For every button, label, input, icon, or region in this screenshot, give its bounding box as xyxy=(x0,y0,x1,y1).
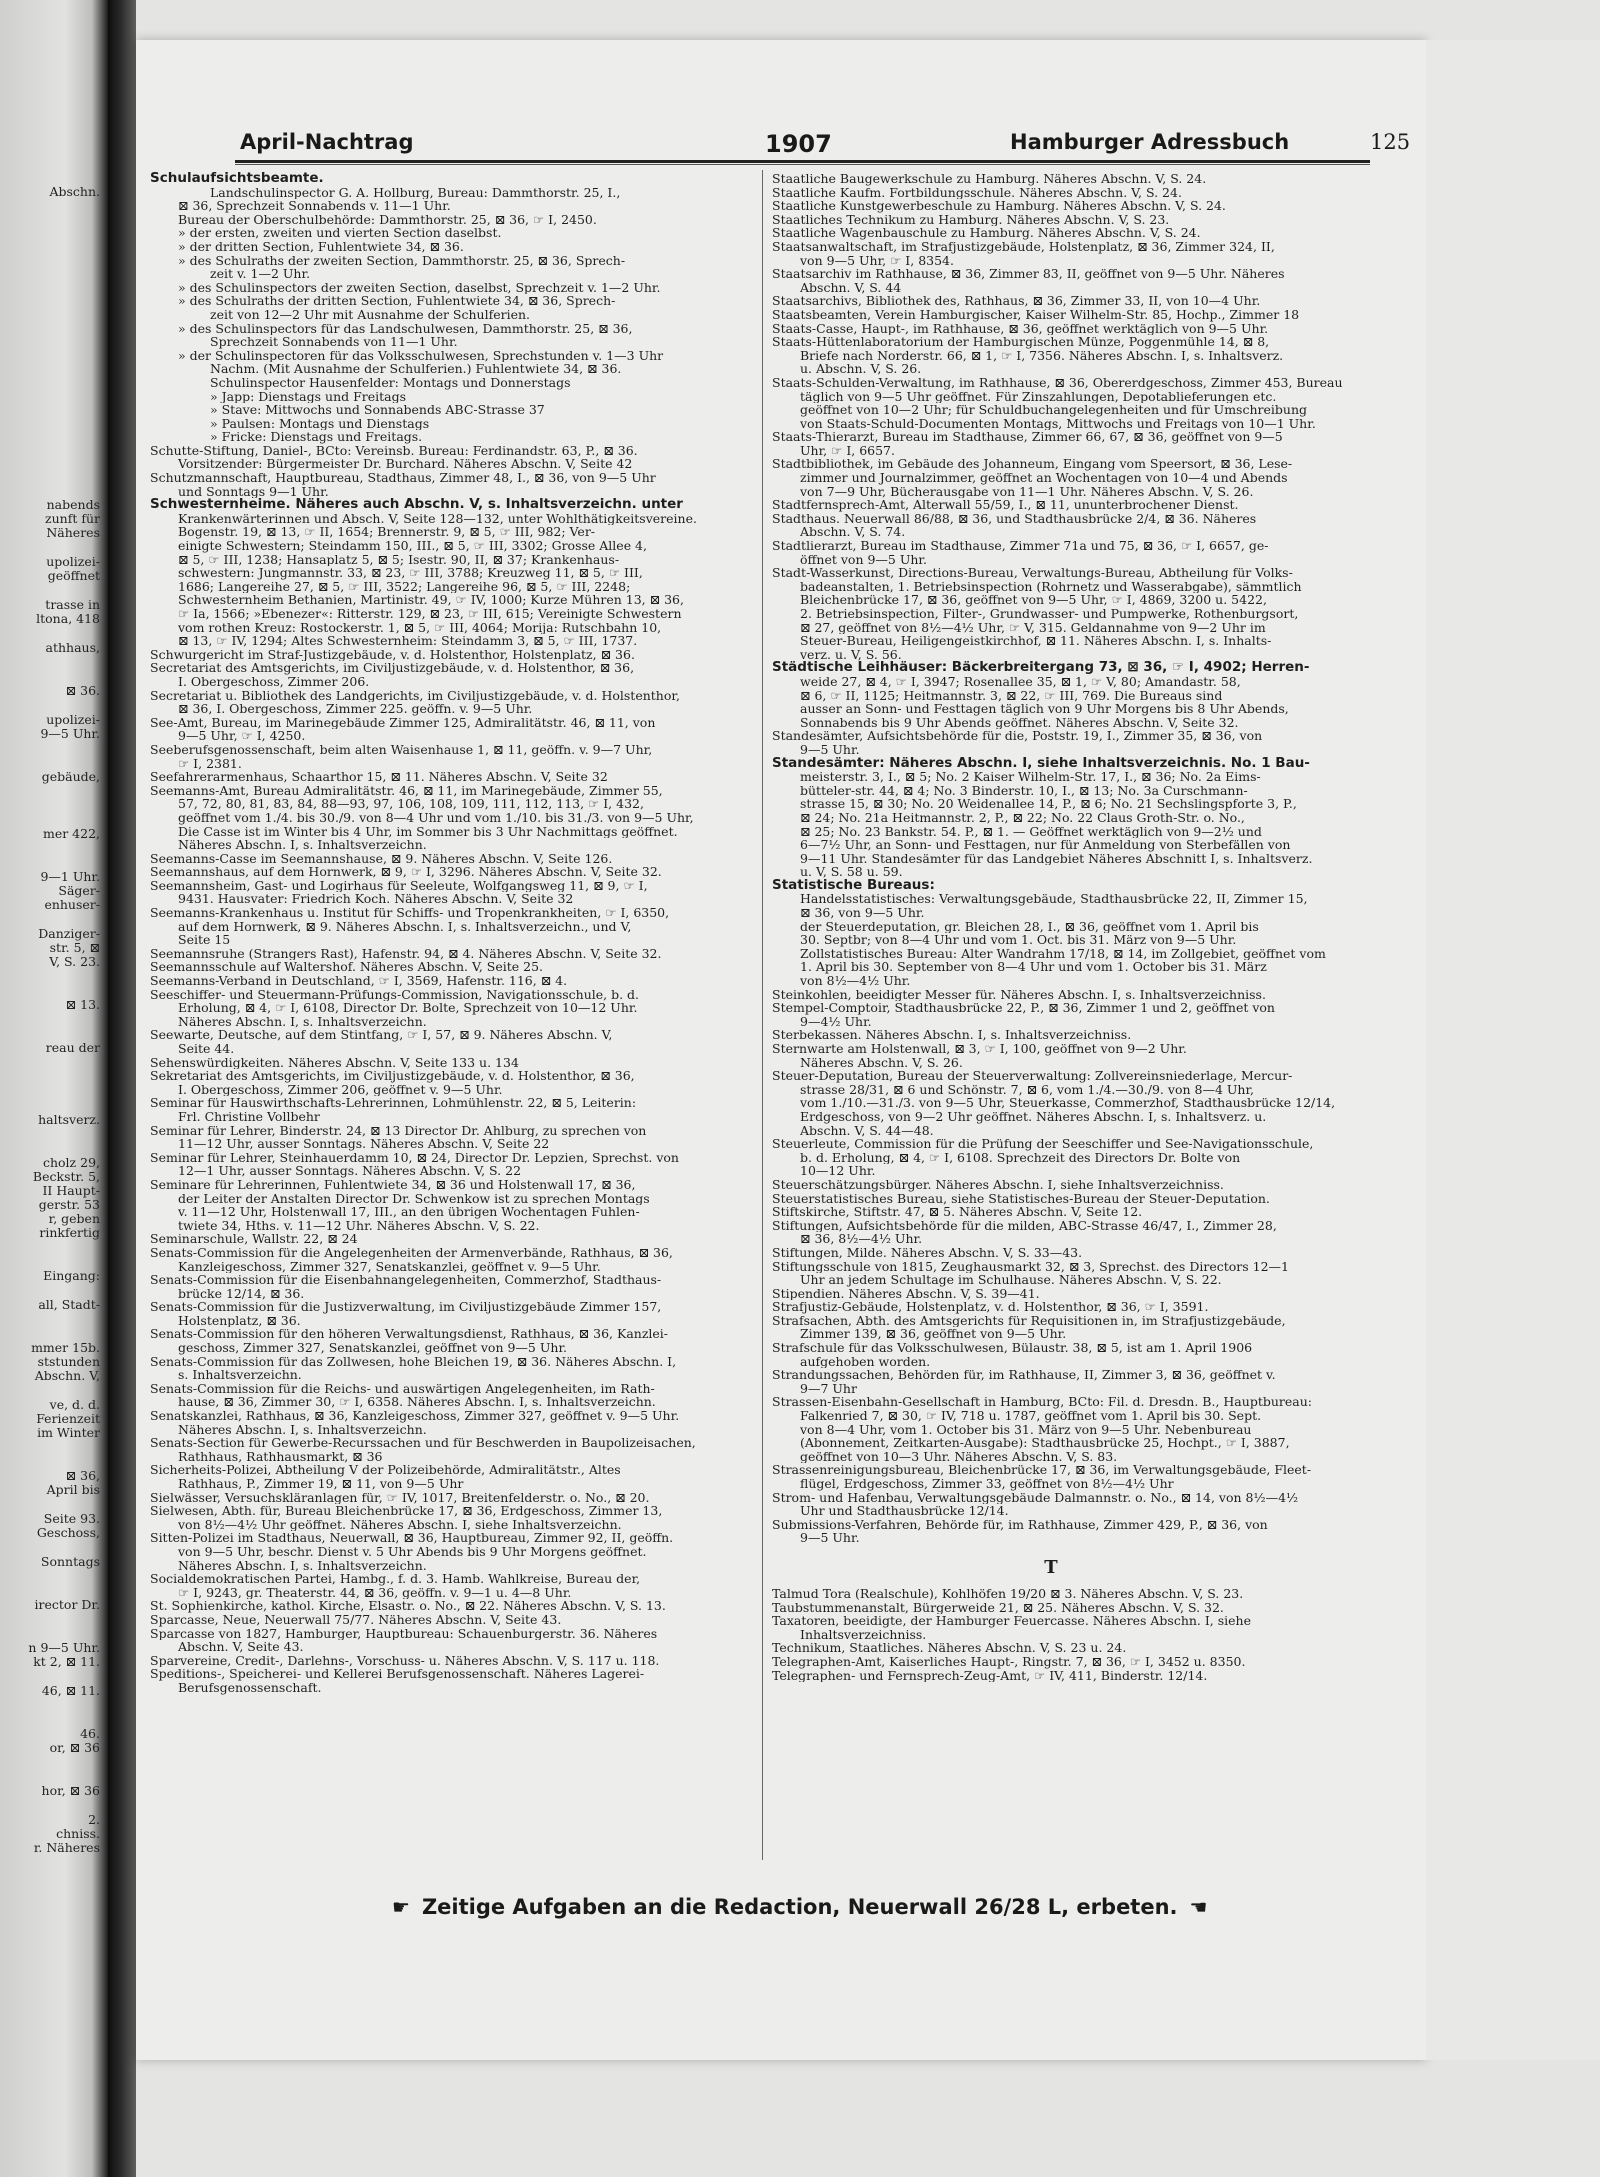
directory-entry-line: s. Inhaltsverzeichn. xyxy=(178,1368,302,1382)
directory-entry-line: Stipendien. Näheres Abschn. V, S. 39—41. xyxy=(772,1286,1040,1301)
directory-entry-line: Näheres Abschn. I, s. Inhaltsverzeichn. xyxy=(178,1014,427,1029)
previous-page-text-fragment: Eingang: xyxy=(43,1269,100,1283)
directory-entry-line: Näheres Abschn. I, s. Inhaltsverzeichn. xyxy=(178,838,427,852)
directory-entry-line: meisterstr. 3, I., ⊠ 5; No. 2 Kaiser Wilhelm-Str. 17, I., ⊠ 36; No. 2a Eims- xyxy=(800,770,1261,784)
directory-entry-line: Staatliche Kaufm. Fortbildungsschule. Näheres Abschn. V, S. 24. xyxy=(772,185,1182,200)
directory-entry-line: Handelsstatistisches: Verwaltungsgebäude, Stadthausbrücke 22, II, Zimmer 15, xyxy=(800,892,1308,907)
directory-entry-line: von 8½—4½ Uhr geöffnet. Näheres Abschn. I, siehe Inhaltsverzeichn. xyxy=(178,1517,622,1532)
directory-entry-line: von 8½—4½ Uhr. xyxy=(800,974,911,988)
previous-page-text-fragment: rinkfertig xyxy=(39,1226,100,1240)
directory-entry-line: der Steuerdeputation, gr. Bleichen 28, I., ⊠ 36, geöffnet vom 1. April bis xyxy=(800,919,1259,934)
directory-entry-line: Abschn. V, Seite 43. xyxy=(178,1640,304,1654)
directory-entry-line: ⊠ 24; No. 21a Heitmannstr. 2, P., ⊠ 22; No. 22 Claus Groth-Str. o. No., xyxy=(800,810,1245,825)
directory-entry-line: Strafsachen, Abth. des Amtsgerichts für Requisitionen in, im Strafjustizgebäude, xyxy=(772,1313,1286,1328)
directory-entry-line: Socialdemokratischen Partei, Hambg., f. d. 3. Hamb. Wahlkreise, Bureau der, xyxy=(150,1572,641,1586)
directory-entry-line: Seminar für Hauswirthschafts-Lehrerinnen, Lohmühlenstr. 22, ⊠ 5, Leiterin: xyxy=(150,1096,637,1110)
directory-entry-line: Abschn. V, S. 44—48. xyxy=(800,1123,934,1138)
directory-entry-line: Senats-Commission für die Justizverwaltung, im Civiljustizgebäude Zimmer 157, xyxy=(150,1300,662,1314)
directory-entry-line: 9—5 Uhr. xyxy=(800,742,860,757)
directory-entry-line: Seemannsruhe (Strangers Rast), Hafenstr. 94, ⊠ 4. Näheres Abschn. V, Seite 32. xyxy=(150,946,662,961)
directory-entry-line: Staatliche Wagenbauschule zu Hamburg. Näheres Abschn. V, S. 24. xyxy=(772,226,1201,240)
previous-page-text-fragment: im Winter xyxy=(37,1426,100,1440)
directory-entry-line: Briefe nach Norderstr. 66, ⊠ 1, ☞ I, 7356. Näheres Abschn. I, s. Inhaltsverz. xyxy=(800,348,1284,363)
previous-page-text-fragment: Abschn. xyxy=(49,185,100,199)
previous-page-text-fragment: ltona, 418 xyxy=(36,612,100,626)
directory-entry-line: 9—4½ Uhr. xyxy=(800,1014,872,1029)
directory-entry-line: Staats-Hüttenlaboratorium der Hamburgischen Münze, Poggenmühle 14, ⊠ 8, xyxy=(772,335,1270,349)
directory-entry-line: Seminarschule, Wallstr. 22, ⊠ 24 xyxy=(150,1232,358,1246)
directory-entry-line: ⊠ 25; No. 23 Bankstr. 54. P., ⊠ 1. — Geöffnet werktäglich von 9—2½ und xyxy=(800,824,1262,839)
directory-entry-line: 30. Septbr; von 8—4 Uhr und vom 1. Oct. bis 31. März von 9—5 Uhr. xyxy=(800,933,1237,947)
directory-entry-line: » des Schulinspectors der zweiten Section, daselbst, Sprechzeit v. 1—2 Uhr. xyxy=(178,280,661,295)
directory-entry-line: geöffnet von 10—2 Uhr; für Schuldbuchangelegenheiten und für Umschreibung xyxy=(800,403,1308,417)
previous-page-text-fragment: Danziger- xyxy=(38,927,100,941)
directory-entry-line: verz. u. V, S. 56. xyxy=(800,647,902,662)
previous-page-text-fragment: or, ⊠ 36 xyxy=(49,1741,100,1755)
directory-entry-line: Steuer-Bureau, Heiligengeistkirchhof, ⊠ 11. Näheres Abschn. I, s. Inhalts- xyxy=(800,634,1272,648)
directory-entry-line: Staats-Thierarzt, Bureau im Stadthause, Zimmer 66, 67, ⊠ 36, geöffnet von 9—5 xyxy=(772,430,1283,444)
directory-entry-line: » Fricke: Dienstags und Freitags. xyxy=(210,430,423,444)
directory-entry-line: » der Schulinspectoren für das Volksschulwesen, Sprechstunden v. 1—3 Uhr xyxy=(178,348,664,363)
directory-entry-line: Seefahrerarmenhaus, Schaarthor 15, ⊠ 11. Näheres Abschn. V, Seite 32 xyxy=(150,770,608,784)
directory-entry-line: geöffnet vom 1./4. bis 30./9. von 8—4 Uhr und vom 1./10. bis 31./3. von 9—5 Uhr, xyxy=(178,810,694,825)
previous-page-text-fragment: athhaus, xyxy=(45,641,100,655)
directory-entry-line: Seemannshaus, auf dem Hornwerk, ⊠ 9, ☞ I, 3296. Näheres Abschn. V, Seite 32. xyxy=(150,865,662,879)
footer-notice xyxy=(380,1895,1280,1919)
directory-entry-line: Näheres Abschn. I, s. Inhaltsverzeichn. xyxy=(178,1422,427,1437)
directory-entry-line: Stadthaus. Neuerwall 86/88, ⊠ 36, und Stadthausbrücke 2/4, ⊠ 36. Näheres xyxy=(772,511,1257,526)
previous-page-text-fragment: ve, d. d. xyxy=(49,1398,100,1412)
previous-page-text-fragment: mer 422, xyxy=(42,827,100,841)
directory-entry-line: Bureau der Oberschulbehörde: Dammthorstr. 25, ⊠ 36, ☞ I, 2450. xyxy=(178,212,597,227)
previous-page-text-fragment: zunft für xyxy=(45,512,100,526)
directory-entry-line: 9431. Hausvater: Friedrich Koch. Näheres Abschn. V, Seite 32 xyxy=(178,892,574,907)
previous-page-text-fragment: April bis xyxy=(46,1483,100,1497)
directory-entry-line: Seemanns-Krankenhaus u. Institut für Schiffs- und Tropenkrankheiten, ☞ I, 6350, xyxy=(150,906,670,920)
directory-entry-line: ☞ I, 2381. xyxy=(178,756,242,771)
directory-entry-line: Falkenried 7, ⊠ 30, ☞ IV, 718 u. 1787, geöffnet vom 1. April bis 30. Sept. xyxy=(800,1409,1262,1423)
directory-entry-line: Taubstummenanstalt, Bürgerweide 21, ⊠ 25. Näheres Abschn. V, S. 32. xyxy=(772,1600,1224,1615)
directory-entry-line: täglich von 9—5 Uhr geöffnet. Für Zinszahlungen, Depotablieferungen etc. xyxy=(800,389,1277,404)
directory-entry-line: Schutzmannschaft, Hauptbureau, Stadthaus, Zimmer 48, I., ⊠ 36, von 9—5 Uhr xyxy=(150,471,656,485)
previous-page-text-fragment: cholz 29, xyxy=(42,1156,100,1170)
directory-entry-line: ☞ I, 9243, gr. Theaterstr. 44, ⊠ 36, geöffn. v. 9—1 u. 4—8 Uhr. xyxy=(178,1585,572,1600)
directory-entry-line: Seminar für Lehrer, Binderstr. 24, ⊠ 13 Director Dr. Ahlburg, zu sprechen von xyxy=(150,1123,647,1138)
previous-page-text-fragment: Abschn. V, xyxy=(34,1369,100,1383)
directory-entry-line: Seemanns-Casse im Seemannshause, ⊠ 9. Näheres Abschn. V, Seite 126. xyxy=(150,851,613,866)
previous-page-text-fragment: geöffnet xyxy=(47,569,100,583)
directory-entry-line: Seeberufsgenossenschaft, beim alten Waisenhause 1, ⊠ 11, geöffn. v. 9—7 Uhr, xyxy=(150,742,653,757)
directory-entry-line: Schulinspector Hausenfelder: Montags und Donnerstags xyxy=(210,375,571,390)
directory-entry-line: und Sonntags 9—1 Uhr. xyxy=(178,484,329,499)
directory-entry-line: » Paulsen: Montags und Dienstags xyxy=(210,416,430,431)
directory-entry-line: Staats-Schulden-Verwaltung, im Rathhause, ⊠ 36, Obererdgeschoss, Zimmer 453, Bureau xyxy=(772,375,1343,390)
directory-entry-line: Staatsarchiv im Rathhause, ⊠ 36, Zimmer 83, II, geöffnet von 9—5 Uhr. Näheres xyxy=(772,267,1285,281)
directory-entry-line: 10—12 Uhr. xyxy=(800,1164,876,1178)
directory-entry-line: 2. Betriebsinspection, Filter-, Grundwasser- und Pumpwerke, Rothenburgsort, xyxy=(800,607,1299,621)
previous-page-text-fragment: 9—5 Uhr. xyxy=(40,727,100,741)
directory-entry-line: Uhr und Stadthausbrücke 12/14. xyxy=(800,1504,1009,1518)
directory-entry-line: 9—7 Uhr xyxy=(800,1381,857,1396)
directory-entry-line: Steinkohlen, beeidigter Messer für. Näheres Abschn. I, s. Inhaltsverzeichniss. xyxy=(772,987,1266,1002)
directory-entry-line: Zollstatistisches Bureau: Alter Wandrahm 17/18, ⊠ 14, im Zollgebiet, geöffnet vom xyxy=(800,946,1326,961)
directory-entry-line: Sehenswürdigkeiten. Näheres Abschn. V, Seite 133 u. 134 xyxy=(150,1055,519,1070)
previous-page-text-fragment: Näheres xyxy=(46,526,100,540)
directory-entry-line: Strafschule für das Volksschulwesen, Bülaustr. 38, ⊠ 5, ist am 1. April 1906 xyxy=(772,1341,1253,1355)
directory-entry-line: Rathhaus, P., Zimmer 19, ⊠ 11, von 9—5 Uhr xyxy=(178,1477,464,1491)
directory-entry-line: u. Abschn. V, S. 26. xyxy=(800,362,922,376)
directory-entry-line: Sternwarte am Holstenwall, ⊠ 3, ☞ I, 100, geöffnet von 9—2 Uhr. xyxy=(772,1042,1187,1056)
directory-entry-line: Stiftungsschule von 1815, Zeughausmarkt 32, ⊠ 3, Sprechst. des Directors 12—1 xyxy=(772,1259,1289,1274)
directory-entry-line: auf dem Hornwerk, ⊠ 9. Näheres Abschn. I, s. Inhaltsverzeichn., und V, xyxy=(178,919,632,934)
right-margin xyxy=(1426,40,1600,2060)
directory-entry-line: Sparcasse von 1827, Hamburger, Hauptbureau: Schauenburgerstr. 36. Näheres xyxy=(150,1626,658,1641)
header-year: 1907 xyxy=(765,130,832,158)
directory-entry-line: b. d. Erholung, ⊠ 4, ☞ I, 6108. Sprechzeit des Directors Dr. Bolte von xyxy=(800,1150,1241,1165)
directory-entry-line: Sicherheits-Polizei, Abtheilung V der Polizeibehörde, Admiralitätstr., Altes xyxy=(150,1463,621,1477)
directory-entry-line: 1686; Langereihe 27, ⊠ 5, ☞ III, 3522; Langereihe 96, ⊠ 5, ☞ III, 2248; xyxy=(178,579,631,594)
previous-page-text-fragment: irector Dr. xyxy=(34,1598,100,1612)
directory-entry-line: 6—7½ Uhr, an Sonn- und Festtagen, nur für Anmeldung von Sterbefällen von xyxy=(800,838,1291,852)
directory-entry-line: Staats-Casse, Haupt-, im Rathhause, ⊠ 36, geöffnet werktäglich von 9—5 Uhr. xyxy=(772,321,1269,336)
header-rule xyxy=(235,160,1370,163)
directory-entry-line: Staatsbeamten, Verein Hamburgischer, Kaiser Wilhelm-Str. 85, Hochp., Zimmer 18 xyxy=(772,307,1300,322)
directory-entry-line: Seemannsheim, Gast- und Logirhaus für Seeleute, Wolfgangsweg 11, ⊠ 9, ☞ I, xyxy=(150,878,648,893)
directory-entry-line: öffnet von 9—5 Uhr. xyxy=(800,552,928,567)
directory-entry-line: Nachm. (Mit Ausnahme der Schulferien.) Fuhlentwiete 34, ⊠ 36. xyxy=(210,362,622,376)
directory-entry-line: hause, ⊠ 36, Zimmer 30, ☞ I, 6358. Näheres Abschn. I, s. Inhaltsverzeichn. xyxy=(178,1395,656,1410)
directory-entry-line: Sprechzeit Sonnabends von 11—1 Uhr. xyxy=(210,335,458,349)
directory-entry-line: von Staats-Schuld-Documenten Montags, Mittwochs und Freitags von 10—1 Uhr. xyxy=(800,416,1316,431)
previous-page-text-fragment: enhuser- xyxy=(44,898,100,912)
directory-entry-line: Sekretariat des Amtsgerichts, im Civiljustizgebäude, v. d. Holstenthor, ⊠ 36, xyxy=(150,1069,635,1083)
directory-entry-line: Abschn. V, S. 74. xyxy=(800,525,906,540)
directory-entry-line: Näheres Abschn. I, s. Inhaltsverzeichn. xyxy=(178,1558,427,1573)
directory-entry-line: Stadtfernsprech-Amt, Alterwall 55/59, I., ⊠ 11, ununterbrochener Dienst. xyxy=(772,498,1239,512)
book-gutter-shadow xyxy=(108,0,136,2177)
previous-page-text-fragment: Ferienzeit xyxy=(36,1412,100,1426)
directory-entry-line: St. Sophienkirche, kathol. Kirche, Elsastr. o. No., ⊠ 22. Näheres Abschn. V, S. 13. xyxy=(150,1599,666,1613)
previous-page-text-fragment: haltsverz. xyxy=(38,1113,100,1127)
directory-entry-line: Stadt-Wasserkunst, Directions-Bureau, Verwaltungs-Bureau, Abtheilung für Volks- xyxy=(772,566,1293,580)
directory-entry-line: von 8—4 Uhr, vom 1. October bis 31. März von 9—5 Uhr. Nebenbureau xyxy=(800,1422,1252,1437)
directory-entry-line: von 9—5 Uhr, beschr. Dienst v. 5 Uhr Abends bis 9 Uhr Morgens geöffnet. xyxy=(178,1544,647,1559)
directory-entry-line: geöffnet von 10—3 Uhr. Näheres Abschn. V, S. 83. xyxy=(800,1449,1118,1464)
directory-entry-line: ⊠ 5, ☞ III, 1238; Hansaplatz 5, ⊠ 5; Isestr. 90, II, ⊠ 37; Krankenhaus- xyxy=(178,552,620,567)
previous-page-text-fragment: gebäude, xyxy=(41,770,100,784)
directory-entry-line: Senats-Commission für die Reichs- und auswärtigen Angelegenheiten, im Rath- xyxy=(150,1381,655,1396)
directory-entry-line: u. V, S. 58 u. 59. xyxy=(800,865,903,879)
directory-entry-line: flügel, Erdgeschoss, Zimmer 33, geöffnet von 8½—4½ Uhr xyxy=(800,1477,1174,1491)
directory-entry-line: Sterbekassen. Näheres Abschn. I, s. Inhaltsverzeichniss. xyxy=(772,1028,1132,1042)
directory-entry-line: Sparvereine, Credit-, Darlehns-, Vorschuss- u. Näheres Abschn. V, S. 117 u. 118. xyxy=(150,1653,660,1668)
directory-entry-line: einigte Schwestern; Steindamm 150, III., ⊠ 5, ☞ III, 3302; Grosse Allee 4, xyxy=(178,539,647,553)
directory-entry-line: Näheres Abschn. V, S. 26. xyxy=(800,1055,963,1070)
directory-entry-line: See-Amt, Bureau, im Marinegebäude Zimmer 125, Admiralitätstr. 46, ⊠ 11, von xyxy=(150,715,656,730)
directory-entry-line: Staatliche Baugewerkschule zu Hamburg. Näheres Abschn. V, S. 24. xyxy=(772,172,1207,186)
directory-entry-line: Secretariat u. Bibliothek des Landgerichts, im Civiljustizgebäude, v. d. Holstenthor, xyxy=(150,688,680,703)
directory-entry-line: bütteler-str. 44, ⊠ 4; No. 3 Binderstr. 10, I., ⊠ 13; No. 3a Curschmann- xyxy=(800,783,1248,798)
directory-entry-line: » der ersten, zweiten und vierten Section daselbst. xyxy=(178,226,502,240)
directory-entry-line: Krankenwärterinnen und Absch. V, Seite 128—132, unter Wohlthätigkeitsvereine. xyxy=(178,511,697,526)
directory-entry-line: 57, 72, 80, 81, 83, 84, 88—93, 97, 106, 108, 109, 111, 112, 113, ☞ I, 432, xyxy=(178,797,644,811)
directory-entry-line: Zimmer 139, ⊠ 36, geöffnet von 9—5 Uhr. xyxy=(800,1327,1067,1342)
directory-entry-line: Uhr, ☞ I, 6657. xyxy=(800,443,895,458)
directory-entry-line: ⊠ 27, geöffnet von 8½—4½ Uhr, ☞ V, 315. Geldannahme von 9—2 Uhr im xyxy=(800,620,1266,635)
directory-entry-line: Schwesternheim Bethanien, Martinistr. 49, ☞ IV, 1000; Kurze Mühren 13, ⊠ 36, xyxy=(178,593,684,607)
directory-entry-line: zimmer und Journalzimmer, geöffnet an Wochentagen von 10—4 und Abends xyxy=(800,471,1288,485)
previous-page-text-fragment: ⊠ 13. xyxy=(65,998,100,1012)
previous-page-text-fragment: kt 2, ⊠ 11. xyxy=(33,1655,100,1669)
directory-entry-line: Sparcasse, Neue, Neuerwall 75/77. Näheres Abschn. V, Seite 43. xyxy=(150,1612,562,1627)
directory-entry-line: » des Schulraths der dritten Section, Fuhlentwiete 34, ⊠ 36, Sprech- xyxy=(178,294,616,308)
directory-entry-line: ⊠ 13, ☞ IV, 1294; Altes Schwesternheim: Steindamm 3, ⊠ 5, ☞ III, 1737. xyxy=(178,634,638,648)
directory-entry-line: I. Obergeschoss, Zimmer 206, geöffnet v. 9—5 Uhr. xyxy=(178,1082,503,1097)
directory-entry-line: Kanzleigeschoss, Zimmer 327, Senatskanzlei, geöffnet v. 9—5 Uhr. xyxy=(178,1259,601,1274)
directory-entry-line: Standesämter, Aufsichtsbehörde für die, Poststr. 19, I., Zimmer 35, ⊠ 36, von xyxy=(772,729,1263,743)
directory-entry-line: » Japp: Dienstags und Freitags xyxy=(210,389,407,404)
directory-entry-line: 9—5 Uhr, ☞ I, 4250. xyxy=(178,729,306,743)
directory-entry-line: Staatliches Technikum zu Hamburg. Näheres Abschn. V, S. 23. xyxy=(772,212,1170,227)
pointing-hand-right-icon: ☚ xyxy=(1189,1895,1208,1919)
directory-entry-line: Telegraphen- und Fernsprech-Zeug-Amt, ☞ IV, 411, Binderstr. 12/14. xyxy=(772,1668,1208,1683)
previous-page-text-fragment: 2. xyxy=(88,1813,100,1827)
directory-entry-line: 1. April bis 30. September von 8—4 Uhr und vom 1. October bis 31. März xyxy=(800,960,1267,975)
directory-entry-line: Schutte-Stiftung, Daniel-, BCto: Vereinsb. Bureau: Ferdinandstr. 63, P., ⊠ 36. xyxy=(150,443,638,458)
directory-entry-line: Stiftungen, Milde. Näheres Abschn. V, S. 33—43. xyxy=(772,1245,1083,1260)
header-rule-thin xyxy=(235,164,1370,165)
directory-entry-line: Uhr an jedem Schultage im Schulhause. Näheres Abschn. V, S. 22. xyxy=(800,1273,1222,1287)
directory-entry-line: Senats-Section für Gewerbe-Recurssachen und für Beschwerden in Baupolizeisachen, xyxy=(150,1436,696,1450)
previous-page-text-fragment: r. Näheres xyxy=(33,1841,100,1855)
previous-page-text-fragment: reau der xyxy=(45,1041,100,1055)
directory-entry-line: Sonnabends bis 9 Uhr Abends geöffnet. Näheres Abschn. V, Seite 32. xyxy=(800,715,1239,730)
directory-entry-line: Landschulinspector G. A. Hollburg, Bureau: Dammthorstr. 25, I., xyxy=(210,185,621,200)
previous-page-text-fragment: V, S. 23. xyxy=(49,955,100,969)
directory-entry-line: Seminar für Lehrer, Steinhauerdamm 10, ⊠ 24, Director Dr. Lepzien, Sprechst. von xyxy=(150,1150,679,1165)
directory-entry-line: Bogenstr. 19, ⊠ 13, ☞ II, 1654; Brennerstr. 9, ⊠ 5, ☞ III, 982; Ver- xyxy=(178,525,596,540)
previous-page-text-fragment: 46, ⊠ 11. xyxy=(41,1684,100,1698)
previous-page-text-fragment: all, Stadt- xyxy=(38,1298,100,1312)
previous-page-text-fragment: 46. xyxy=(80,1727,100,1741)
directory-entry-line: Sielwesen, Abth. für, Bureau Bleichenbrücke 17, ⊠ 36, Erdgeschoss, Zimmer 13, xyxy=(150,1504,663,1518)
directory-entry-line: Seemannsschule auf Waltershof. Näheres Abschn. V, Seite 25. xyxy=(150,960,544,975)
directory-entry-line: Stiftskirche, Stiftstr. 47, ⊠ 5. Näheres Abschn. V, Seite 12. xyxy=(772,1205,1143,1219)
previous-page-text-fragment: Beckstr. 5, xyxy=(32,1170,100,1184)
directory-entry-line: brücke 12/14, ⊠ 36. xyxy=(178,1286,305,1301)
previous-page-text-fragment: r, geben xyxy=(48,1212,100,1226)
previous-page-text-fragment: 9—1 Uhr. xyxy=(40,870,100,884)
directory-entry-line: Technikum, Staatliches. Näheres Abschn. V, S. 23 u. 24. xyxy=(772,1641,1127,1655)
page-number: 125 xyxy=(1370,130,1411,154)
directory-entry-line: Strandungssachen, Behörden für, im Rathhause, II, Zimmer 3, ⊠ 36, geöffnet v. xyxy=(772,1368,1276,1382)
directory-entry-line: Seewarte, Deutsche, auf dem Stintfang, ☞ I, 57, ⊠ 9. Näheres Abschn. V, xyxy=(150,1028,613,1042)
directory-entry-line: Stadtlierarzt, Bureau im Stadthause, Zimmer 71a und 75, ⊠ 36, ☞ I, 6657, ge- xyxy=(772,539,1269,553)
previous-page-text-fragment: hor, ⊠ 36 xyxy=(41,1784,100,1798)
section-heading-entry: Standesämter: Näheres Abschn. I, siehe Inhaltsverzeichnis. No. 1 Bau- xyxy=(772,756,1310,771)
directory-entry-line: schwestern: Jungmannstr. 33, ⊠ 23, ☞ III, 3788; Kreuzweg 11, ⊠ 5, ☞ III, xyxy=(178,566,643,580)
directory-entry-line: Die Casse ist im Winter bis 4 Uhr, im Sommer bis 3 Uhr Nachmittags geöffnet. xyxy=(178,824,678,839)
directory-entry-line: von 9—5 Uhr, ☞ I, 8354. xyxy=(800,253,954,268)
previous-page-text-fragment: upolizei- xyxy=(46,713,100,727)
header-section-title: April-Nachtrag xyxy=(240,130,414,154)
previous-page-text-fragment: upolizei- xyxy=(46,555,100,569)
directory-entry-line: Sitten-Polizei im Stadthaus, Neuerwall, ⊠ 36, Hauptbureau, Zimmer 92, II, geöffn. xyxy=(150,1531,674,1545)
directory-entry-line: » des Schulraths der zweiten Section, Dammthorstr. 25, ⊠ 36, Sprech- xyxy=(178,253,626,268)
previous-page-text-fragment: ststunden xyxy=(37,1355,100,1369)
directory-entry-line: Staatsanwaltschaft, im Strafjustizgebäude, Holstenplatz, ⊠ 36, Zimmer 324, II, xyxy=(772,239,1275,254)
footer-text: Zeitige Aufgaben an die Redaction, Neuerwall 26/28 L, erbeten. xyxy=(421,1895,1178,1919)
section-heading-entry: Schwesternheime. Näheres auch Abschn. V, s. Inhaltsverzeichn. unter xyxy=(150,498,683,512)
directory-entry-line: Senats-Commission für die Angelegenheiten der Armenverbände, Rathhaus, ⊠ 36, xyxy=(150,1245,673,1260)
right-column xyxy=(772,172,1370,1682)
directory-entry-line: Talmud Tora (Realschule), Kohlhöfen 19/20 ⊠ 3. Näheres Abschn. V, S. 23. xyxy=(772,1586,1244,1601)
directory-entry-line: Abschn. V, S. 44 xyxy=(800,280,902,295)
directory-entry-line: Steuerleute, Commission für die Prüfung der Seeschiffer und See-Navigationsschule, xyxy=(772,1137,1314,1151)
directory-entry-line: weide 27, ⊠ 4, ☞ I, 3947; Rosenallee 35, ⊠ 1, ☞ V, 80; Amandastr. 58, xyxy=(800,674,1241,689)
directory-entry-line: Seite 15 xyxy=(178,933,231,947)
directory-entry-line: Holstenplatz, ⊠ 36. xyxy=(178,1313,301,1328)
directory-entry-line: 9—5 Uhr. xyxy=(800,1531,860,1545)
directory-entry-line: 11—12 Uhr, ausser Sonntags. Näheres Abschn. V, Seite 22 xyxy=(178,1137,550,1151)
directory-entry-line: Stadtbibliothek, im Gebäude des Johanneum, Eingang vom Speersort, ⊠ 36, Lese- xyxy=(772,457,1293,472)
section-heading-entry: Statistische Bureaus: xyxy=(772,878,935,893)
directory-entry-line: Seminare für Lehrerinnen, Fuhlentwiete 34, ⊠ 36 und Holstenwall 17, ⊠ 36, xyxy=(150,1177,636,1192)
previous-page-text-fragment: mmer 15b. xyxy=(31,1341,100,1355)
directory-entry-line: » des Schulinspectors für das Landschulwesen, Dammthorstr. 25, ⊠ 36, xyxy=(178,321,633,336)
directory-entry-line: Senatskanzlei, Rathhaus, ⊠ 36, Kanzleigeschoss, Zimmer 327, geöffnet v. 9—5 Uhr. xyxy=(150,1409,680,1423)
directory-entry-line: Seemanns-Verband in Deutschland, ☞ I, 3569, Hafenstr. 116, ⊠ 4. xyxy=(150,974,568,988)
section-heading-entry: Schulaufsichtsbeamte. xyxy=(150,172,324,186)
directory-entry-line: Erdgeschoss, von 9—2 Uhr geöffnet. Näheres Abschn. I, s. Inhaltsverz. u. xyxy=(800,1109,1267,1124)
directory-entry-line: zeit von 12—2 Uhr mit Ausnahme der Schulferien. xyxy=(210,307,531,322)
running-header xyxy=(150,130,1411,160)
directory-entry-line: Senats-Commission für die Eisenbahnangelegenheiten, Commerzhof, Stadthaus- xyxy=(150,1273,662,1287)
directory-entry-line: » der dritten Section, Fuhlentwiete 34, ⊠ 36. xyxy=(178,239,464,254)
directory-entry-line: Frl. Christine Vollbehr xyxy=(178,1109,320,1124)
directory-entry-line: Telegraphen-Amt, Kaiserliches Haupt-, Ringstr. 7, ⊠ 36, ☞ I, 3452 u. 8350. xyxy=(772,1654,1246,1669)
directory-entry-line: Stiftungen, Aufsichtsbehörde für die milden, ABC-Strasse 46/47, I., Zimmer 28, xyxy=(772,1218,1277,1233)
directory-entry-line: Senats-Commission für den höheren Verwaltungsdienst, Rathhaus, ⊠ 36, Kanzlei- xyxy=(150,1327,669,1342)
directory-entry-line: v. 11—12 Uhr, Holstenwall 17, III., an den übrigen Wochentagen Fuhlen- xyxy=(178,1205,640,1219)
previous-page-text-fragment: Säger- xyxy=(58,884,100,898)
directory-entry-line: Taxatoren, beeidigte, der Hamburger Feuercasse. Näheres Abschn. I, siehe xyxy=(772,1614,1252,1628)
previous-page-text-fragment: str. 5, ⊠ xyxy=(49,941,100,955)
column-divider xyxy=(762,170,763,1860)
directory-entry-line: Seite 44. xyxy=(178,1042,235,1056)
directory-entry-line: ⊠ 36, 8½—4½ Uhr. xyxy=(800,1232,923,1246)
previous-page-text-fragment: II Haupt- xyxy=(42,1184,100,1198)
previous-page-text-fragment: gerstr. 53 xyxy=(38,1198,100,1212)
previous-page-text-fragment: ⊠ 36, xyxy=(65,1469,100,1483)
directory-entry-line: ⊠ 36, I. Obergeschoss, Zimmer 225. geöffn. v. 9—5 Uhr. xyxy=(178,702,533,716)
directory-entry-line: strasse 28/31, ⊠ 6 und Schönstr. 7, ⊠ 6, vom 1./4.—30./9. von 8—4 Uhr, xyxy=(800,1082,1255,1097)
directory-entry-line: 9—11 Uhr. Standesämter für das Landgebiet Näheres Abschnitt I, s. Inhaltsverz. xyxy=(800,851,1313,866)
directory-entry-line: Erholung, ⊠ 4, ☞ I, 6108, Director Dr. Bolte, Sprechzeit von 10—12 Uhr. xyxy=(178,1001,638,1015)
directory-entry-line: Steuerschätzungsbürger. Näheres Abschn. I, siehe Inhaltsverzeichniss. xyxy=(772,1177,1224,1192)
directory-entry-line: der Leiter der Anstalten Director Dr. Schwenkow ist zu sprechen Montags xyxy=(178,1191,650,1206)
directory-entry-line: Strassenreinigungsbureau, Bleichenbrücke 17, ⊠ 36, im Verwaltungsgebäude, Fleet- xyxy=(772,1463,1312,1477)
directory-entry-line: Senats-Commission für das Zollwesen, hohe Bleichen 19, ⊠ 36. Näheres Abschn. I, xyxy=(150,1354,677,1369)
previous-page-text-fragment: Sonntags xyxy=(40,1555,100,1569)
directory-entry-line: Rathhaus, Rathhausmarkt, ⊠ 36 xyxy=(178,1449,383,1464)
previous-page-text-fragment: nabends xyxy=(46,498,100,512)
directory-entry-line: 12—1 Uhr, ausser Sonntags. Näheres Abschn. V, S. 22 xyxy=(178,1164,522,1178)
directory-entry-line: Schwurgericht im Straf-Justizgebäude, v. d. Holstenthor, Holstenplatz, ⊠ 36. xyxy=(150,647,635,662)
directory-entry-line: Staatliche Kunstgewerbeschule zu Hamburg. Näheres Abschn. V, S. 24. xyxy=(772,199,1226,213)
previous-page-text-fragment: n 9—5 Uhr. xyxy=(28,1641,100,1655)
alphabet-letter-heading: T xyxy=(1044,1556,1058,1578)
previous-page-fragments xyxy=(0,0,100,2177)
directory-entry-line: I. Obergeschoss, Zimmer 206. xyxy=(178,674,370,689)
left-column xyxy=(150,172,750,1695)
directory-entry-line: Steuer-Deputation, Bureau der Steuerverwaltung: Zollvereinsniederlage, Mercur- xyxy=(772,1069,1293,1083)
directory-entry-line: ⊠ 6, ☞ II, 1125; Heitmannstr. 3, ⊠ 22, ☞ III, 769. Die Bureaus sind xyxy=(800,688,1223,703)
directory-entry-line: vom rothen Kreuz: Rostockerstr. 1, ⊠ 5, ☞ III, 4064; Morija: Rutschbahn 10, xyxy=(178,620,662,635)
directory-entry-line: zeit v. 1—2 Uhr. xyxy=(210,267,311,281)
directory-entry-line: Secretariat des Amtsgerichts, im Civiljustizgebäude, v. d. Holstenthor, ⊠ 36, xyxy=(150,661,635,675)
directory-entry-line: ⊠ 36, Sprechzeit Sonnabends v. 11—1 Uhr. xyxy=(178,199,451,213)
directory-entry-line: Steuerstatistisches Bureau, siehe Statistisches-Bureau der Steuer-Deputation. xyxy=(772,1191,1270,1206)
directory-entry-line: Seeschiffer- und Steuermann-Prüfungs-Commission, Navigationsschule, b. d. xyxy=(150,987,640,1002)
directory-entry-line: Seemanns-Amt, Bureau Admiralitätstr. 46, ⊠ 11, im Marinegebäude, Zimmer 55, xyxy=(150,783,663,798)
directory-entry-line: » Stave: Mittwochs und Sonnabends ABC-Strasse 37 xyxy=(210,403,545,417)
directory-entry-line: ⊠ 36, von 9—5 Uhr. xyxy=(800,906,925,920)
directory-entry-line: Vorsitzender: Bürgermeister Dr. Burchard. Näheres Abschn. V, Seite 42 xyxy=(178,457,633,472)
directory-entry-line: Strassen-Eisenbahn-Gesellschaft in Hamburg, BCto: Fil. d. Dresdn. B., Hauptbureau: xyxy=(772,1395,1312,1410)
directory-entry-line: badeanstalten, 1. Betriebsinspection (Rohrnetz und Wasserabgabe), sämmtlich xyxy=(800,579,1302,594)
previous-page-text-fragment: chniss. xyxy=(56,1827,100,1841)
previous-page-text-fragment: Geschoss, xyxy=(36,1526,100,1540)
directory-entry-line: Bleichenbrücke 17, ⊠ 36, geöffnet von 9—5 Uhr, ☞ I, 4869, 3200 u. 5422, xyxy=(800,593,1267,607)
header-publication-title: Hamburger Adressbuch xyxy=(1010,130,1290,154)
directory-entry-line: (Abonnement, Zeitkarten-Ausgabe): Stadthausbrücke 25, Hochpt., ☞ I, 3887, xyxy=(800,1436,1290,1450)
directory-entry-line: Strom- und Hafenbau, Verwaltungsgebäude Dalmannstr. o. No., ⊠ 14, von 8½—4½ xyxy=(772,1490,1299,1505)
directory-entry-line: ausser an Sonn- und Festtagen täglich von 9 Uhr Morgens bis 8 Uhr Abends, xyxy=(800,702,1289,716)
directory-entry-line: von 7—9 Uhr, Bücherausgabe von 11—1 Uhr. Näheres Abschn. V, S. 26. xyxy=(800,484,1254,499)
directory-entry-line: twiete 34, Hths. v. 11—12 Uhr. Näheres Abschn. V, S. 22. xyxy=(178,1218,540,1233)
directory-entry-line: Inhaltsverzeichniss. xyxy=(800,1627,927,1642)
directory-entry-line: Submissions-Verfahren, Behörde für, im Rathhause, Zimmer 429, P., ⊠ 36, von xyxy=(772,1517,1268,1532)
previous-page-text-fragment: ⊠ 36. xyxy=(65,684,100,698)
previous-page-text-fragment: Seite 93. xyxy=(43,1512,100,1526)
directory-entry-line: geschoss, Zimmer 327, Senatskanzlei, geöffnet von 9—5 Uhr. xyxy=(178,1341,568,1355)
previous-page-text-fragment: trasse in xyxy=(45,598,100,612)
directory-entry-line: Speditions-, Speicherei- und Kellerei Berufsgenossenschaft. Näheres Lagerei- xyxy=(150,1667,645,1681)
directory-entry-line: ☞ Ia, 1566; »Ebenezer«: Ritterstr. 129, ⊠ 23, ☞ III, 615; Vereinigte Schwestern xyxy=(178,607,682,621)
directory-entry-line: Sielwässer, Versuchskläranlagen für, ☞ IV, 1017, Breitenfelderstr. o. No., ⊠ 20. xyxy=(150,1490,650,1505)
directory-entry-line: Strafjustiz-Gebäude, Holstenplatz, v. d. Holstenthor, ⊠ 36, ☞ I, 3591. xyxy=(772,1300,1209,1314)
directory-entry-line: vom 1./10.—31./3. von 9—5 Uhr, Steuerkasse, Commerzhof, Stadthausbrücke 12/14, xyxy=(800,1096,1336,1110)
pointing-hand-left-icon: ☛ xyxy=(392,1895,410,1919)
section-heading-entry: Städtische Leihhäuser: Bäckerbreitergang 73, ⊠ 36, ☞ I, 4902; Herren- xyxy=(772,661,1310,675)
directory-entry-line: Staatsarchivs, Bibliothek des, Rathhaus, ⊠ 36, Zimmer 33, II, von 10—4 Uhr. xyxy=(772,294,1261,308)
directory-entry-line: Stempel-Comptoir, Stadthausbrücke 22, P., ⊠ 36, Zimmer 1 und 2, geöffnet von xyxy=(772,1001,1275,1015)
directory-entry-line: Berufsgenossenschaft. xyxy=(178,1680,322,1695)
directory-entry-line: strasse 15, ⊠ 30; No. 20 Weidenallee 14, P., ⊠ 6; No. 21 Sechslingspforte 3, P., xyxy=(800,797,1297,811)
directory-entry-line: aufgehoben worden. xyxy=(800,1354,931,1369)
